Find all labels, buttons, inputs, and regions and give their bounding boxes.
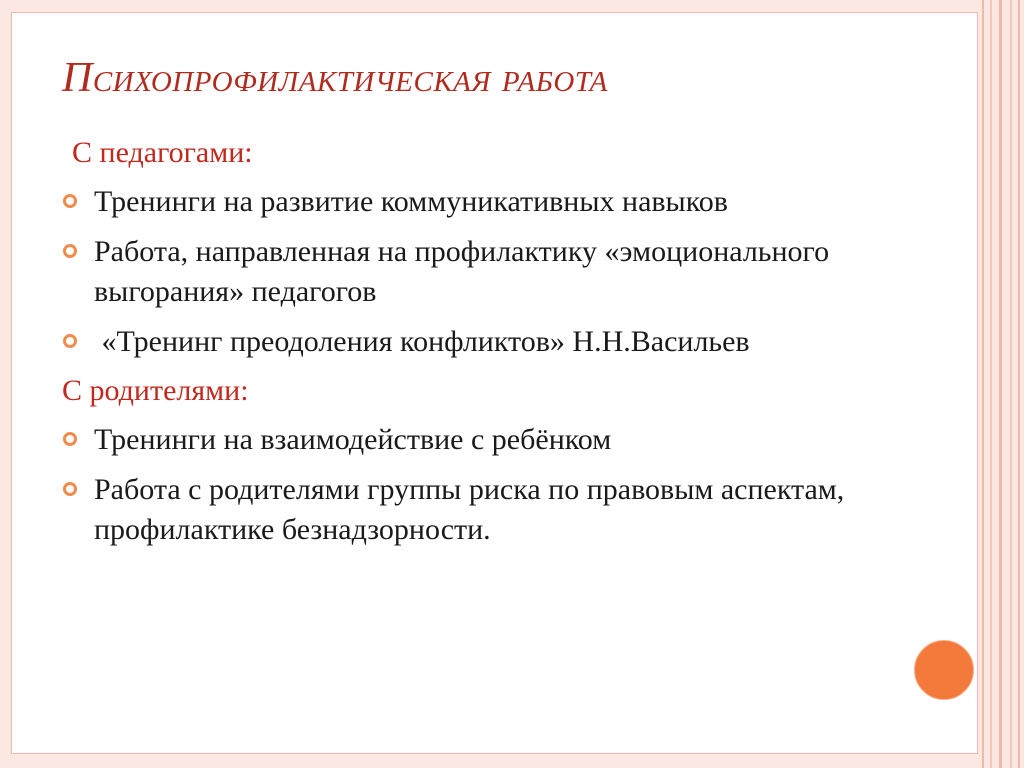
section-heading-teachers: С педагогами: — [72, 136, 253, 169]
teachers-list — [62, 182, 922, 362]
list-item — [62, 232, 922, 312]
right-stripes-decoration — [978, 0, 1024, 768]
list-item-text: Тренинги на развитие коммуникативных навыков — [94, 185, 728, 218]
list-item — [62, 470, 922, 550]
list-item — [62, 420, 922, 460]
stripe — [1010, 0, 1012, 768]
ring-bullet-icon — [63, 244, 77, 258]
ring-bullet-icon — [63, 482, 77, 496]
stripe — [982, 0, 984, 768]
list-item — [62, 322, 922, 362]
section-heading-parents: С родителями: — [62, 374, 249, 407]
stripe — [990, 0, 992, 768]
slide-title: Психопрофилактическая работа — [62, 55, 608, 101]
stripe — [999, 0, 1002, 768]
ring-bullet-icon — [63, 194, 77, 208]
slide-content — [62, 134, 922, 560]
list-item-text: Работа, направленная на профилактику «эмоционального выгорания» педагогов — [94, 235, 830, 308]
parents-list — [62, 420, 922, 550]
orange-circle-icon — [914, 640, 974, 700]
ring-bullet-icon — [63, 432, 77, 446]
list-item — [62, 182, 922, 222]
stripe — [1018, 0, 1020, 768]
list-item-text: «Тренинг преодоления конфликтов» Н.Н.Васильев — [94, 325, 750, 358]
list-item-text: Тренинги на взаимодействие с ребёнком — [94, 423, 612, 456]
list-item-text: Работа с родителями группы риска по правовым аспектам, профилактике безнадзорности. — [94, 473, 845, 546]
ring-bullet-icon — [63, 334, 77, 348]
